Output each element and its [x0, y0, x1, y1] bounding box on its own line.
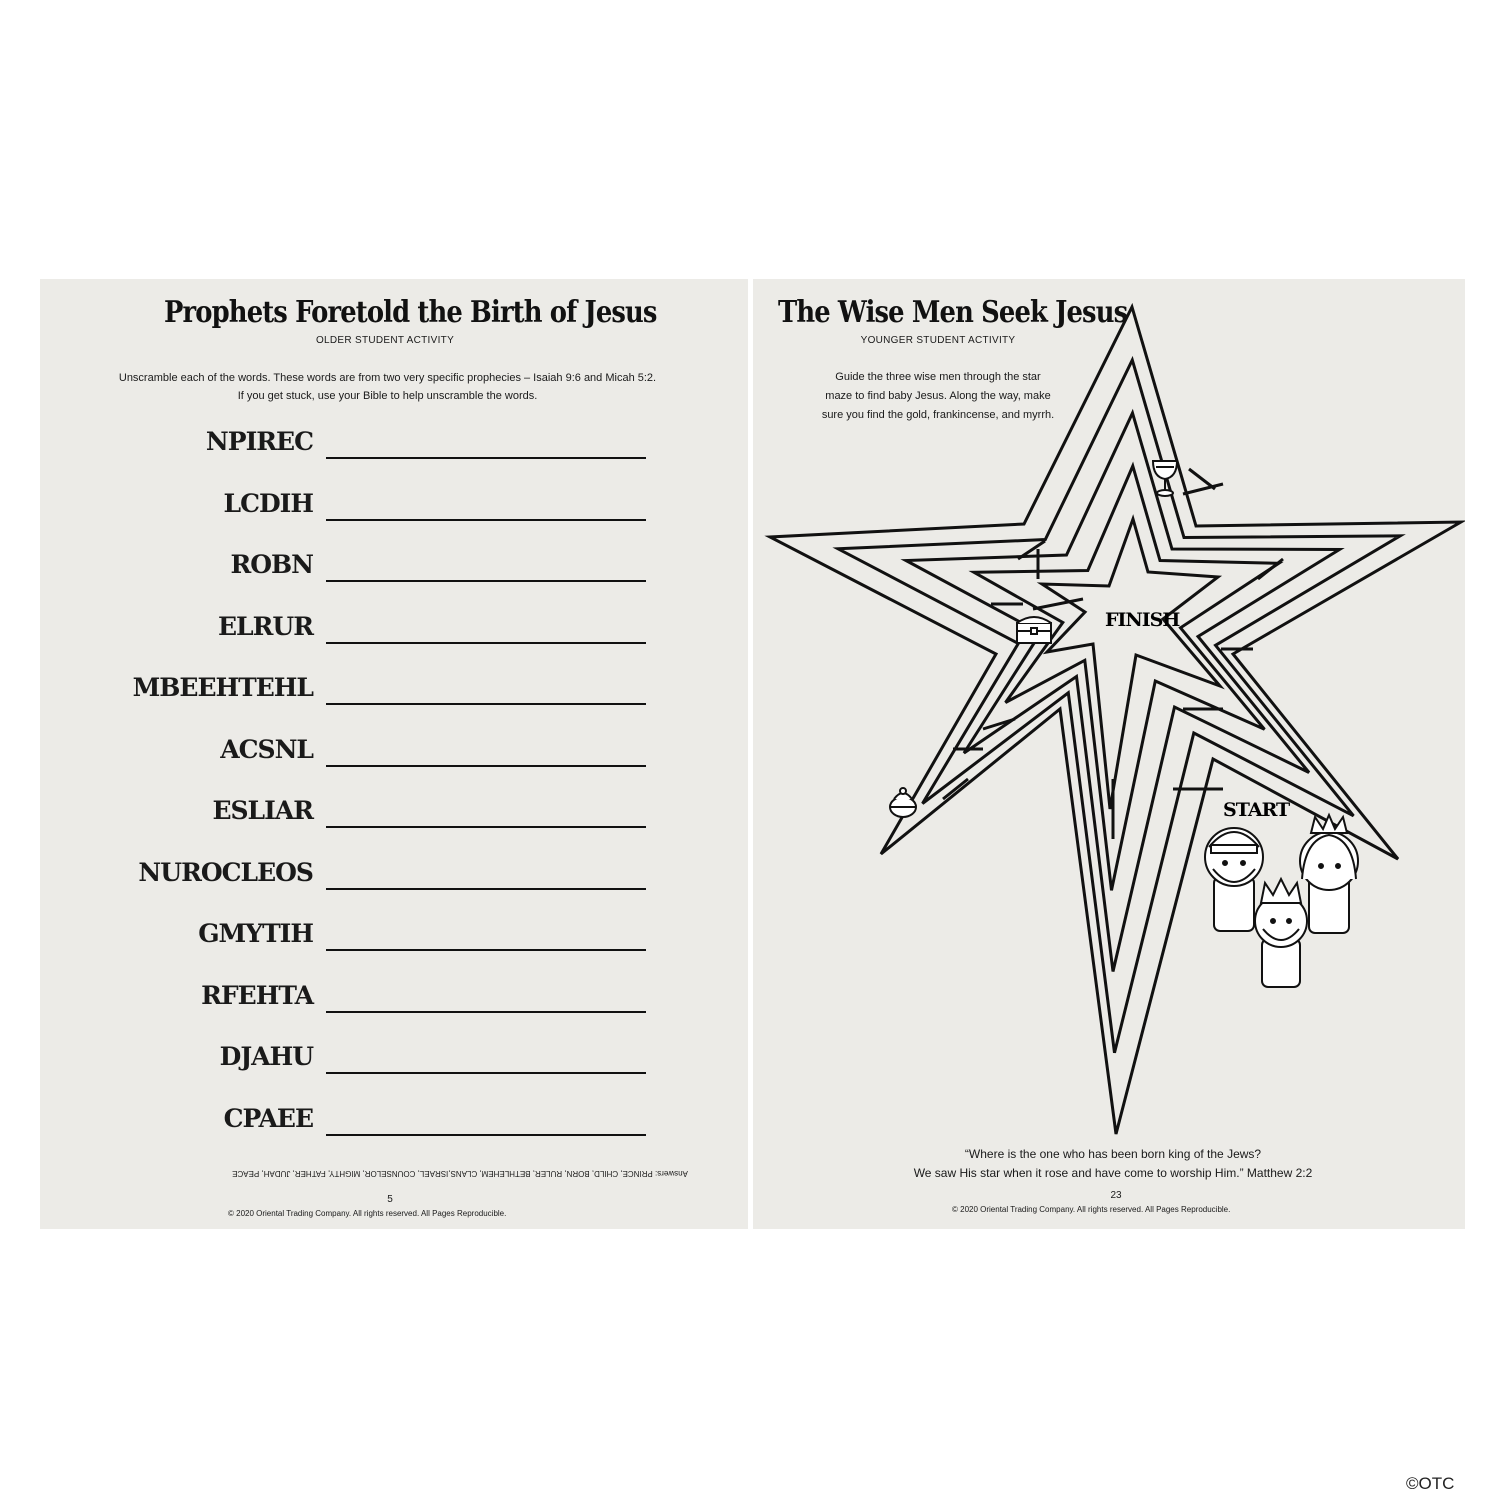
scripture-quote-line-2: We saw His star when it rose and have come to worship Him.” Matthew 2:2 [913, 1166, 1313, 1180]
page-number: 23 [1110, 1190, 1122, 1201]
right-page [753, 279, 1465, 1229]
scrambled-word: ACSNL [220, 735, 313, 764]
word-row [40, 673, 748, 713]
scrambled-word: ESLIAR [212, 796, 313, 825]
scrambled-word: ROBN [230, 550, 313, 579]
word-row [40, 489, 748, 529]
answer-line[interactable] [326, 580, 646, 582]
page-title: Prophets Foretold the Birth of Jesus [164, 295, 657, 330]
answer-line[interactable] [326, 1072, 646, 1074]
treasure-chest-icon [1017, 617, 1051, 643]
page-title: The Wise Men Seek Jesus [778, 295, 1128, 330]
answer-line[interactable] [326, 457, 646, 459]
myrrh-jar-icon [890, 788, 916, 817]
instructions-line-1: Unscramble each of the words. These words are from two very specific prophecies – Isaiah 9:6 and Micah 5:2. [118, 372, 657, 384]
page-subtitle: OLDER STUDENT ACTIVITY [315, 335, 455, 346]
maze-ring [770, 307, 1461, 1134]
answer-line[interactable] [326, 826, 646, 828]
scrambled-word: GMYTIH [198, 919, 313, 948]
answer-line[interactable] [326, 949, 646, 951]
scrambled-word: RFEHTA [201, 981, 313, 1010]
answer-line[interactable] [326, 519, 646, 521]
answer-line[interactable] [326, 1011, 646, 1013]
word-row [40, 919, 748, 959]
answer-line[interactable] [326, 642, 646, 644]
word-row [40, 1042, 748, 1082]
word-row [40, 1104, 748, 1144]
copyright: © 2020 Oriental Trading Company. All rights reserved. All Pages Reproducible. [952, 1205, 1231, 1214]
instructions-line-2: If you get stuck, use your Bible to help unscramble the words. [237, 390, 538, 402]
word-row [40, 981, 748, 1021]
start-label: START [1223, 799, 1290, 821]
answer-line[interactable] [326, 1134, 646, 1136]
word-row [40, 612, 748, 652]
answer-key-upside-down: Answers: PRINCE, CHILD, BORN, RULER, BETHLEHEM, CLANS,ISRAEL, COUNSELOR, MIGHTY, FATHER, JUDAH, PEACE [232, 1169, 688, 1178]
page-subtitle: YOUNGER STUDENT ACTIVITY [860, 335, 1016, 346]
maze-ring [906, 413, 1340, 972]
copyright: © 2020 Oriental Trading Company. All rights reserved. All Pages Reproducible. [228, 1209, 507, 1218]
maze-walls [770, 307, 1461, 1134]
instructions-line-2: maze to find baby Jesus. Along the way, make [825, 390, 1051, 402]
page-number: 5 [387, 1194, 393, 1205]
word-row [40, 550, 748, 590]
word-row [40, 796, 748, 836]
finish-label: FINISH [1105, 609, 1180, 631]
wise-men-illustration [1205, 815, 1358, 987]
answer-line[interactable] [326, 765, 646, 767]
instructions-line-1: Guide the three wise men through the star [835, 371, 1041, 383]
scrambled-word: ELRUR [218, 612, 313, 641]
scrambled-word: NUROCLEOS [138, 858, 313, 887]
otc-watermark: ©OTC [1406, 1474, 1455, 1493]
scrambled-word: LCDIH [223, 489, 313, 518]
word-row [40, 858, 748, 898]
scrambled-word: DJAHU [219, 1042, 313, 1071]
scrambled-word: CPAEE [223, 1104, 313, 1133]
scrambled-word: NPIREC [205, 427, 313, 456]
word-row [40, 427, 748, 467]
answer-line[interactable] [326, 703, 646, 705]
scripture-quote-line-1: “Where is the one who has been born king of the Jews? [964, 1147, 1262, 1161]
wise-man-left [1205, 828, 1263, 931]
scrambled-word: MBEEHTEHL [132, 673, 313, 702]
instructions-line-3: sure you find the gold, frankincense, and myrrh. [821, 409, 1055, 421]
left-page [40, 279, 748, 1229]
answer-line[interactable] [326, 888, 646, 890]
wise-man-center [1255, 879, 1307, 987]
word-row [40, 735, 748, 775]
